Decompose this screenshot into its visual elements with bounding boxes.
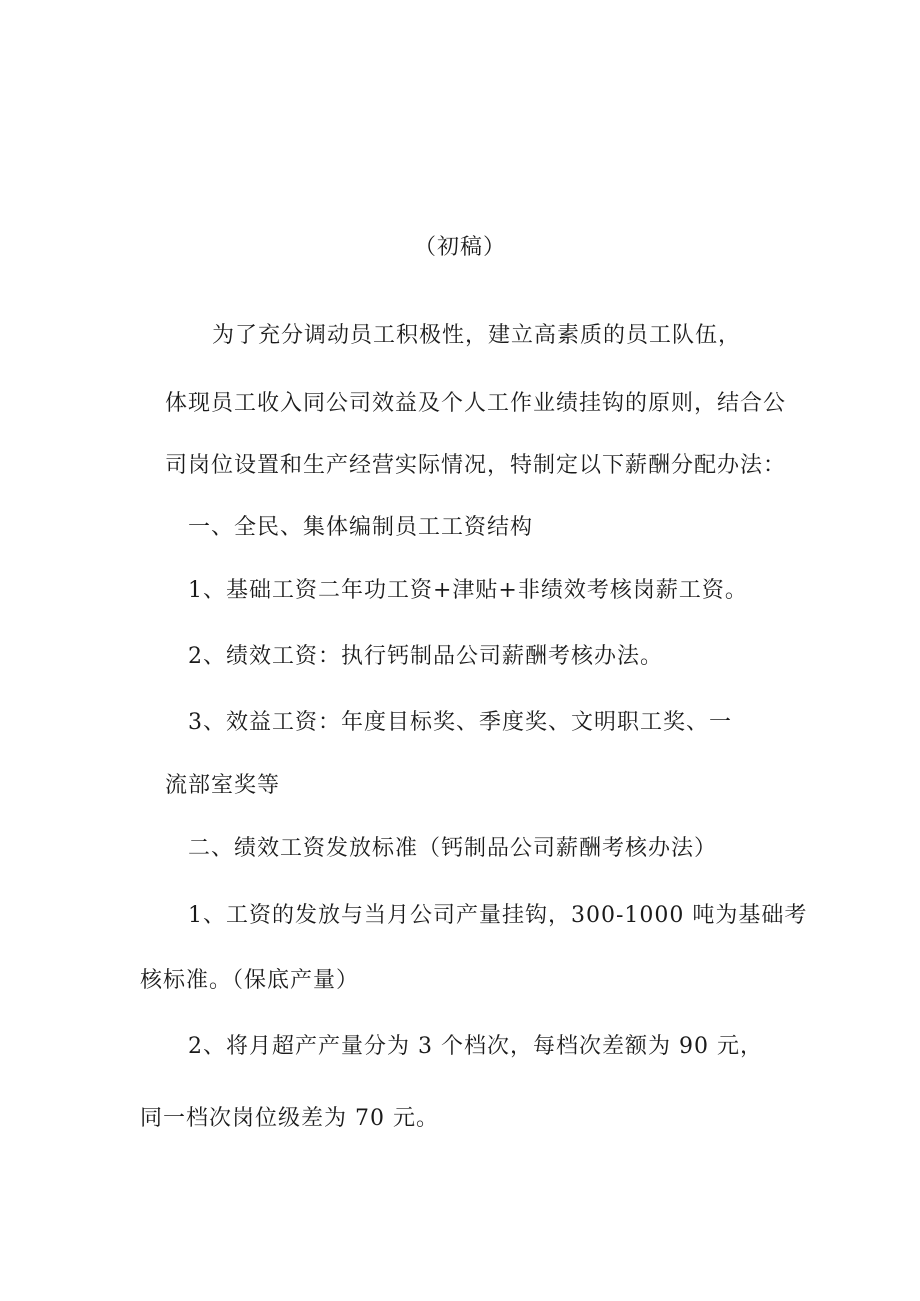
section1-item-3-line-2: 流部室奖等 <box>165 773 281 798</box>
intro-line-2: 体现员工收入同公司效益及个人工作业绩挂钩的原则，结合公 <box>165 391 787 416</box>
section1-item-1: 1、基础工资二年功工资+津贴+非绩效考核岗薪工资。 <box>188 578 748 603</box>
section2-item-1-line-1: 1、工资的发放与当月公司产量挂钩，300-1000 吨为基础考 <box>188 903 808 928</box>
section1-item-2: 2、绩效工资：执行钙制品公司薪酬考核办法。 <box>188 644 663 669</box>
document-subtitle: （初稿） <box>413 235 506 260</box>
intro-line-3: 司岗位设置和生产经营实际情况，特制定以下薪酬分配办法： <box>165 453 787 478</box>
intro-line-1: 为了充分调动员工积极性，建立高素质的员工队伍， <box>212 323 742 348</box>
section1-heading: 一、全民、集体编制员工工资结构 <box>188 515 534 540</box>
section2-item-2-line-2: 同一档次岗位级差为 70 元。 <box>140 1106 439 1131</box>
section1-item-3-line-1: 3、效益工资：年度目标奖、季度奖、文明职工奖、一 <box>188 710 732 735</box>
section2-item-1-line-2: 核标准。（保底产量） <box>140 968 360 993</box>
section2-item-2-line-1: 2、将月超产产量分为 3 个档次，每档次差额为 90 元， <box>188 1034 763 1059</box>
section2-heading: 二、绩效工资发放标准（钙制品公司薪酬考核办法） <box>188 836 718 861</box>
